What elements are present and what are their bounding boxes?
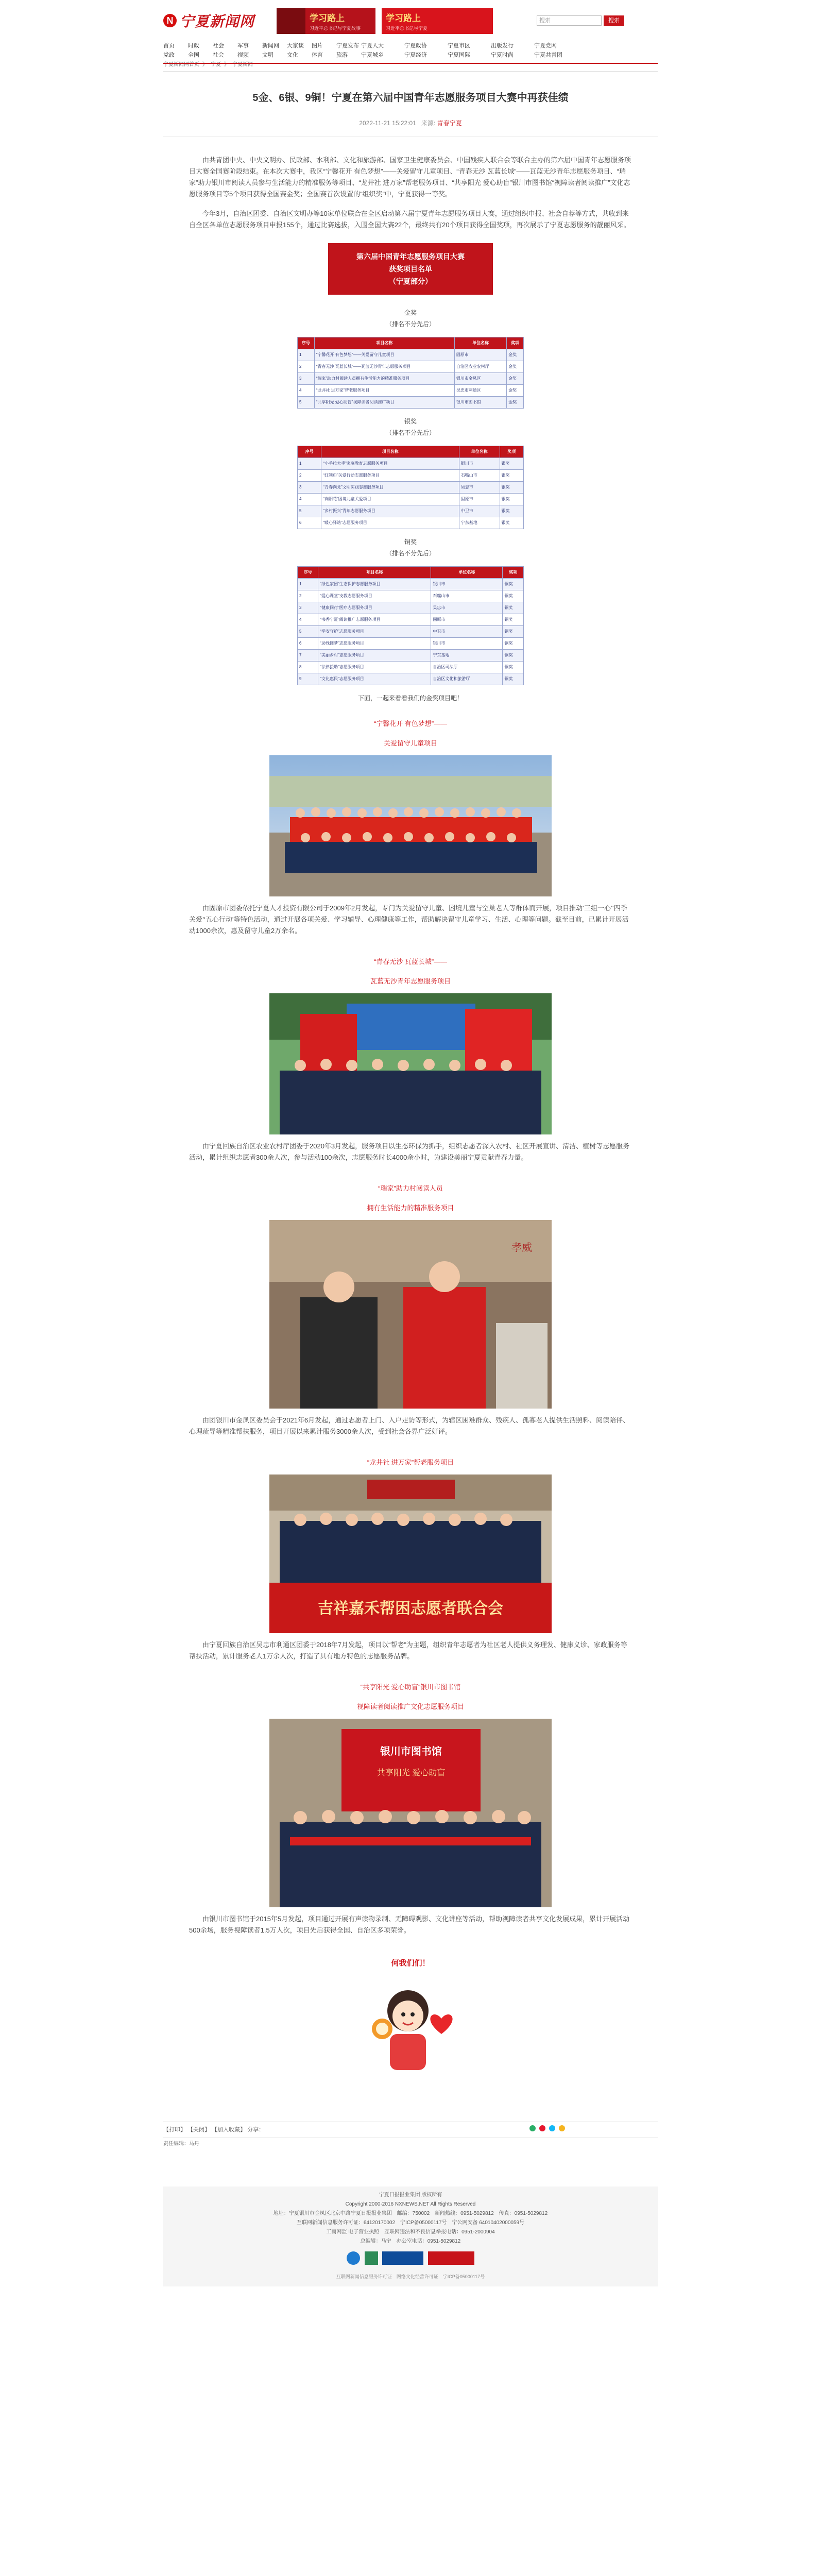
portrait-image (277, 8, 305, 34)
table-cell: 中卫市 (459, 505, 500, 517)
table-cell: 石嘴山市 (431, 590, 503, 602)
table-cell: 铜奖 (503, 662, 524, 673)
column-header: 序号 (298, 567, 318, 579)
table-cell: 金奖 (507, 349, 524, 361)
nav-item[interactable]: 体育 (312, 52, 323, 58)
banner-subtitle: 习近平总书记与宁夏故事 (310, 26, 361, 31)
table-cell: 金奖 (507, 385, 524, 397)
table-row (298, 517, 524, 529)
table-cell: 2 (298, 590, 318, 602)
project-heading: “青春无沙 瓦蓝长城”—— (373, 958, 448, 965)
table-row (298, 494, 524, 505)
nav-item[interactable]: 社会 (213, 52, 224, 58)
paragraph: 由固原市团委依托宁夏人才投资有限公司于2009年2月发起，专门为关爱留守儿童、困境儿童与空巢老人等群体而开展，项目推动‘三组一心’‘四季关爱’‘五心行动’等特色活动，通过开展各项关爱、学习辅导、心理健康等工作，帮助解决留守儿童学习、生活、心理等问题。截至目前，已累计开展活动1000余次，惠及留守儿童2万余名。 (189, 904, 629, 935)
project-heading: “龙井社 进万家”帮老服务项目 (367, 1459, 454, 1466)
paragraph: 由宁夏回族自治区吴忠市利通区团委于2018年7月发起，项目以“帮老”为主题，组织青年志愿者为社区老人提供义务理发、健康义诊、家政服务等帮扶活动，累计服务老人1万余人次，打造了具有地方特色的志愿服务品牌。 (189, 1641, 627, 1660)
table-cell: 银川市图书馆 (454, 397, 506, 409)
weibo-icon[interactable] (539, 2125, 545, 2131)
share-icons (529, 2122, 565, 2138)
column-header: 项目名称 (314, 337, 454, 349)
nav-item[interactable]: 宁夏共青团 (534, 52, 562, 58)
banner-line: 获奖项目名单 (389, 265, 432, 273)
table-cell: “青春向党”文明实践志愿服务项目 (321, 482, 459, 494)
paragraph: 由宁夏回族自治区农业农村厅团委于2020年3月发起，服务项目以生态环保为抓手，组织志愿者深入农村、社区开展宣讲、清洁、植树等志愿服务活动，累计组织志愿者300余人次，参与活动100余次，志愿服务时长4000余小时，为建设美丽宁夏贡献青春力量。 (189, 1142, 630, 1161)
article-body (189, 137, 632, 2122)
table-cell: 铜奖 (503, 650, 524, 662)
table-cell: 铜奖 (503, 579, 524, 590)
table-cell: 吴忠市利通区 (454, 385, 506, 397)
table-cell: 固原市 (454, 349, 506, 361)
group-photo-banner (269, 1475, 552, 1633)
nav-item[interactable]: 社会 (213, 43, 224, 49)
nav-item[interactable]: 图片 (312, 43, 323, 49)
paragraph: 今年3月，自治区团委、自治区文明办等10家单位联合在全区启动第六届宁夏青年志愿服务项目大赛，通过组织申报、社会自荐等方式，共收到来自全区各单位志愿服务项目申报155个，通过比赛选拔，入围全国大赛22个，最终共有20个项目获得全国奖项，再次展示了宁夏志愿服务的靓丽风采。 (189, 210, 630, 229)
column-header: 奖项 (503, 567, 524, 579)
print-link[interactable]: 【打印】 (163, 2127, 186, 2133)
table-cell: “平安守护”志愿服务项目 (318, 626, 431, 638)
table-cell: 3 (298, 482, 321, 494)
article-title: 5金、6银、9铜！宁夏在第六届中国青年志愿服务项目大赛中再获佳绩 (252, 92, 569, 104)
nav-item[interactable]: 新闻网 (262, 43, 279, 49)
column-header: 项目名称 (318, 567, 431, 579)
table-row (298, 638, 524, 650)
table-cell: “助残圆梦”志愿服务项目 (318, 638, 431, 650)
footer-badges (163, 2246, 658, 2272)
table-header-row (298, 567, 524, 579)
project-heading: “宁馨花开 有色梦想”—— (373, 720, 448, 727)
breadcrumb-separator: 》 (224, 62, 229, 67)
table-cell: 5 (298, 505, 321, 517)
table-row (298, 505, 524, 517)
nav-item[interactable]: 视频 (237, 52, 249, 58)
nav-item[interactable]: 大家谈 (287, 43, 304, 49)
closing-text: 何我们们！ (391, 1959, 430, 1968)
table-cell: 银川市 (431, 638, 503, 650)
nav-item[interactable]: 宁夏发布 (336, 43, 359, 49)
column-header: 奖项 (500, 446, 523, 458)
article-source[interactable]: 青春宁夏 (437, 120, 462, 127)
table-cell: 4 (298, 494, 321, 505)
sign-text: 孝威 (511, 1242, 532, 1253)
share-bar (163, 2122, 658, 2138)
table-cell: 自治区农业农村厅 (454, 361, 506, 373)
gold-label: 金奖 (404, 309, 417, 316)
table-cell: 5 (298, 397, 315, 409)
order-note: （排名不分先后） (385, 429, 435, 436)
table-row (298, 614, 524, 626)
table-cell: “龙井社 进万家”帮老服务项目 (314, 385, 454, 397)
table-row (298, 458, 524, 470)
order-note: （排名不分先后） (385, 320, 435, 328)
table-cell: 铜奖 (503, 638, 524, 650)
banner-line: 第六届中国青年志愿服务项目大赛 (356, 252, 465, 261)
table-cell: 银奖 (500, 458, 523, 470)
column-header: 序号 (298, 337, 315, 349)
table-cell: 自治区司法厅 (431, 662, 503, 673)
nav-item[interactable]: 文化 (287, 52, 298, 58)
lead-in: 下面，一起来看看我们的金奖项目吧！ (357, 694, 463, 702)
breadcrumb-link[interactable]: 宁夏 (211, 62, 221, 67)
table-cell: “共享阳光 爱心助盲”视障读者阅读推广项目 (314, 397, 454, 409)
table-cell: 银奖 (500, 470, 523, 482)
breadcrumb-separator: 》 (202, 62, 208, 67)
footer-line: 宁夏日报报业集团 版权所有 (379, 2192, 442, 2198)
nav-item[interactable]: 出版发行 (491, 43, 514, 49)
table-header-row (298, 337, 524, 349)
main-nav (163, 41, 658, 64)
nav-item[interactable]: 全国 (188, 52, 199, 58)
table-cell: 银川市 (431, 579, 503, 590)
column-header: 项目名称 (321, 446, 459, 458)
table-cell: 吴忠市 (459, 482, 500, 494)
table-cell: 银奖 (500, 517, 523, 529)
footer-bottom: 互联网新闻信息服务许可证 网络文化经营许可证 宁ICP备05000117号 (336, 2274, 485, 2279)
breadcrumb-link[interactable]: 宁夏新闻 (232, 62, 253, 67)
table-row (298, 590, 524, 602)
group-photo-volunteers (269, 755, 552, 896)
banner-text: 吉祥嘉禾帮困志愿者联合会 (318, 1600, 503, 1617)
nav-item[interactable]: 时政 (188, 43, 199, 49)
table-cell: 银川市 (459, 458, 500, 470)
page (163, 0, 658, 2150)
nav-item[interactable]: 宁夏党网 (534, 43, 557, 49)
award-list-banner (328, 243, 493, 295)
nav-item[interactable]: 首页 (163, 43, 175, 49)
banner-line: （宁夏部分） (389, 277, 432, 285)
table-row (298, 361, 524, 373)
table-cell: 宁东基地 (459, 517, 500, 529)
table-row (298, 385, 524, 397)
site-header (163, 0, 658, 57)
table-row (298, 482, 524, 494)
nav-item[interactable]: 党政 (163, 52, 175, 58)
search-button[interactable]: 搜索 (604, 15, 624, 26)
banner-title: 学习路上 (310, 13, 345, 23)
table-cell: 吴忠市 (431, 602, 503, 614)
footer-line: 地址：宁夏银川市金凤区北京中路宁夏日报报业集团 邮编：750002 新闻热线：0951-5029812 传真：0951-5029812 (273, 2211, 548, 2216)
group-photo-flag (269, 993, 552, 1134)
table-cell: “红领巾”关爱行动志愿服务项目 (321, 470, 459, 482)
table-row (298, 602, 524, 614)
table-cell: 铜奖 (503, 626, 524, 638)
breadcrumb-link[interactable]: 宁夏新闻网首页 (163, 62, 199, 67)
table-header-row (298, 446, 524, 458)
table-cell: 宁东基地 (431, 650, 503, 662)
qzone-icon[interactable] (559, 2125, 565, 2131)
banner-study-road-2[interactable] (382, 8, 493, 34)
table-cell: 银奖 (500, 505, 523, 517)
group-photo-library (269, 1719, 552, 1907)
table-cell: 自治区文化和旅游厅 (431, 673, 503, 685)
table-cell: “文化惠民”志愿服务项目 (318, 673, 431, 685)
table-row (298, 349, 524, 361)
project-subheading: 视障读者阅读推广文化志愿服务项目 (356, 1703, 464, 1710)
silver-award-table (297, 446, 524, 529)
table-cell: “爱心课堂”支教志愿服务项目 (318, 590, 431, 602)
table-row (298, 373, 524, 385)
silver-label: 银奖 (404, 418, 417, 425)
table-cell: 金奖 (507, 361, 524, 373)
badge-icon[interactable] (347, 2251, 360, 2265)
nav-item[interactable]: 宁夏人大 (361, 43, 384, 49)
table-cell: 石嘴山市 (459, 470, 500, 482)
table-cell: 3 (298, 602, 318, 614)
table-cell: 金奖 (507, 397, 524, 409)
table-cell: 银奖 (500, 482, 523, 494)
column-header: 单位名称 (431, 567, 503, 579)
nav-item[interactable]: 旅游 (336, 52, 348, 58)
project-subheading: 拥有生活能力的精准服务项目 (367, 1204, 454, 1212)
footer-line: 工商网监 电子营业执照 互联网违法和不良信息举报电话：0951-2000904 (326, 2229, 495, 2235)
table-cell: 银奖 (500, 494, 523, 505)
favorite-link[interactable]: 【加入收藏】 (212, 2127, 246, 2133)
column-header: 序号 (298, 446, 321, 458)
table-cell: 铜奖 (503, 614, 524, 626)
bronze-award-table (297, 566, 524, 685)
table-cell: 金奖 (507, 373, 524, 385)
table-cell: 3 (298, 373, 315, 385)
table-row (298, 397, 524, 409)
table-cell: “向阳花”困境儿童关爱项目 (321, 494, 459, 505)
table-cell: “绿色家园”生态保护志愿服务项目 (318, 579, 431, 590)
logo-mark-icon: N (163, 14, 177, 27)
share-label: 分享： (247, 2127, 265, 2133)
table-cell: 固原市 (431, 614, 503, 626)
table-cell: “美丽乡村”志愿服务项目 (318, 650, 431, 662)
table-cell: 2 (298, 470, 321, 482)
table-cell: 9 (298, 673, 318, 685)
table-row (298, 650, 524, 662)
wechat-icon[interactable] (529, 2125, 536, 2131)
column-header: 奖项 (507, 337, 524, 349)
source-label: 来源: (421, 120, 436, 127)
article-date: 2022-11-21 15:22:01 (359, 120, 416, 127)
logo-text: 宁夏新闻网 (180, 14, 255, 30)
article-meta (163, 118, 658, 137)
footer-line: 总编辑：马宁 办公室电话：0951-5029812 (360, 2239, 461, 2244)
table-cell: “瑞家”助力村阅读人员拥有生活能力的精准服务项目 (314, 373, 454, 385)
project-heading: “瑞家”助力村阅读人员 (378, 1184, 443, 1192)
table-cell: 1 (298, 458, 321, 470)
site-footer (163, 2187, 658, 2286)
nav-item[interactable]: 宁夏政协 (404, 43, 427, 49)
table-cell: “青春无沙 瓦蓝长城”——瓦蓝无沙青年志愿服务项目 (314, 361, 454, 373)
table-cell: 4 (298, 614, 318, 626)
editor-line: 责任编辑：马丹 (163, 2141, 199, 2147)
nav-item[interactable]: 宁夏时尚 (491, 52, 514, 58)
table-cell: 1 (298, 349, 315, 361)
table-cell: “健康同行”医疗志愿服务项目 (318, 602, 431, 614)
bronze-label: 铜奖 (404, 538, 417, 546)
paragraph: 由共青团中央、中央文明办、民政部、水利部、文化和旅游部、国家卫生健康委员会、中国残疾人联合会等联合主办的第六届中国青年志愿服务项目大赛全国赛阶段结束。在本次大赛中，我区“宁馨花开 有色梦想”——关爱留守儿童项目、“青春无沙 瓦蓝长城”——瓦蓝无沙青年志愿服务项目、“瑞家”助力银川市阅读人员参与生活能力的精准服务等项目、“龙井社 进万家”帮老服务项目、“共享阳光 爱心助盲”银川市图书馆“视障读者阅读推广”文化志愿服务项目等5个项目获得全国赛金奖；全国赛首次设置的“组织奖”中，宁夏获得一等奖。 (189, 156, 631, 198)
table-cell: 铜奖 (503, 602, 524, 614)
qq-icon[interactable] (549, 2125, 555, 2131)
banner-title: 学习路上 (386, 13, 421, 23)
project-subheading: 瓦蓝无沙青年志愿服务项目 (370, 977, 451, 985)
table-cell: 6 (298, 517, 321, 529)
nav-item[interactable]: 宁夏城乡 (361, 52, 384, 58)
photo-subtitle: 共享阳光 爱心助盲 (377, 1769, 446, 1777)
table-cell: 银川市金凤区 (454, 373, 506, 385)
table-cell: “书香宁夏”阅读推广志愿服务项目 (318, 614, 431, 626)
table-cell: 6 (298, 638, 318, 650)
table-cell: 2 (298, 361, 315, 373)
table-row (298, 579, 524, 590)
badge-icon[interactable] (382, 2251, 423, 2265)
paragraph: 由银川市图书馆于2015年5月发起，项目通过开展有声读物录制、无障碍观影、文化讲座等活动，帮助视障读者共享文化发展成果，累计开展活动500余场，服务视障读者1.5万人次，项目先后获得全国、自治区多项荣誉。 (189, 1915, 630, 1934)
nav-row-primary (163, 41, 658, 50)
badge-icon[interactable] (365, 2251, 378, 2265)
table-cell: 1 (298, 579, 318, 590)
table-row (298, 626, 524, 638)
nav-item[interactable]: 宁夏国际 (448, 52, 470, 58)
search-input[interactable]: 搜索 (537, 15, 602, 26)
close-link[interactable]: 【关闭】 (187, 2127, 211, 2133)
table-cell: 7 (298, 650, 318, 662)
table-cell: 固原市 (459, 494, 500, 505)
table-cell: “暖心驿站”志愿服务项目 (321, 517, 459, 529)
gold-award-table (297, 337, 524, 409)
paragraph: 由团银川市金凤区委员会于2021年6月发起，通过志愿者上门、入户走访等形式，为辖区困难群众、残疾人、孤寡老人提供生活照料、阅读陪伴、心理疏导等精准帮扶服务，项目开展以来累计服务3000余人次，受到社会各界广泛好评。 (189, 1416, 630, 1435)
site-logo[interactable] (163, 9, 254, 32)
banner-study-road[interactable] (277, 8, 375, 34)
table-cell: “宁馨花开 有色梦想”——关爱留守儿童项目 (314, 349, 454, 361)
nav-item[interactable]: 文明 (262, 52, 273, 58)
footer-line: 互联网新闻信息服务许可证：64120170002 宁ICP备05000117号 宁公网安备 64010402000059号 (296, 2220, 525, 2226)
project-subheading: 关爱留守儿童项目 (383, 739, 437, 747)
column-header: 单位名称 (454, 337, 506, 349)
nav-row-secondary (163, 50, 658, 60)
table-cell: “法律援助”志愿服务项目 (318, 662, 431, 673)
table-cell: 5 (298, 626, 318, 638)
table-cell: 铜奖 (503, 673, 524, 685)
table-cell: “小手拉大手”家庭教育志愿服务项目 (321, 458, 459, 470)
table-row (298, 673, 524, 685)
table-row (298, 662, 524, 673)
table-cell: 4 (298, 385, 315, 397)
table-cell: 铜奖 (503, 590, 524, 602)
project-heading: “共享阳光 爱心助盲”银川市图书馆 (360, 1683, 461, 1691)
photo-title: 银川市图书馆 (380, 1746, 442, 1757)
photo-home-visit (269, 1220, 552, 1409)
order-note: （排名不分先后） (385, 550, 435, 557)
nav-item[interactable]: 军事 (237, 43, 249, 49)
nav-item[interactable]: 宁夏经济 (404, 52, 427, 58)
table-cell: “乡村振兴”青年志愿服务项目 (321, 505, 459, 517)
table-cell: 8 (298, 662, 318, 673)
nav-item[interactable]: 宁夏市区 (448, 43, 470, 49)
column-header: 单位名称 (459, 446, 500, 458)
table-cell: 中卫市 (431, 626, 503, 638)
badge-icon[interactable] (428, 2251, 474, 2265)
table-row (298, 470, 524, 482)
cartoon-girl-illustration (354, 1977, 467, 2080)
header-divider (163, 63, 658, 64)
banner-subtitle: 习近平总书记与宁夏 (386, 26, 428, 31)
footer-line: Copyright 2000-2016 NXNEWS.NET All Rights Reserved (345, 2201, 476, 2207)
